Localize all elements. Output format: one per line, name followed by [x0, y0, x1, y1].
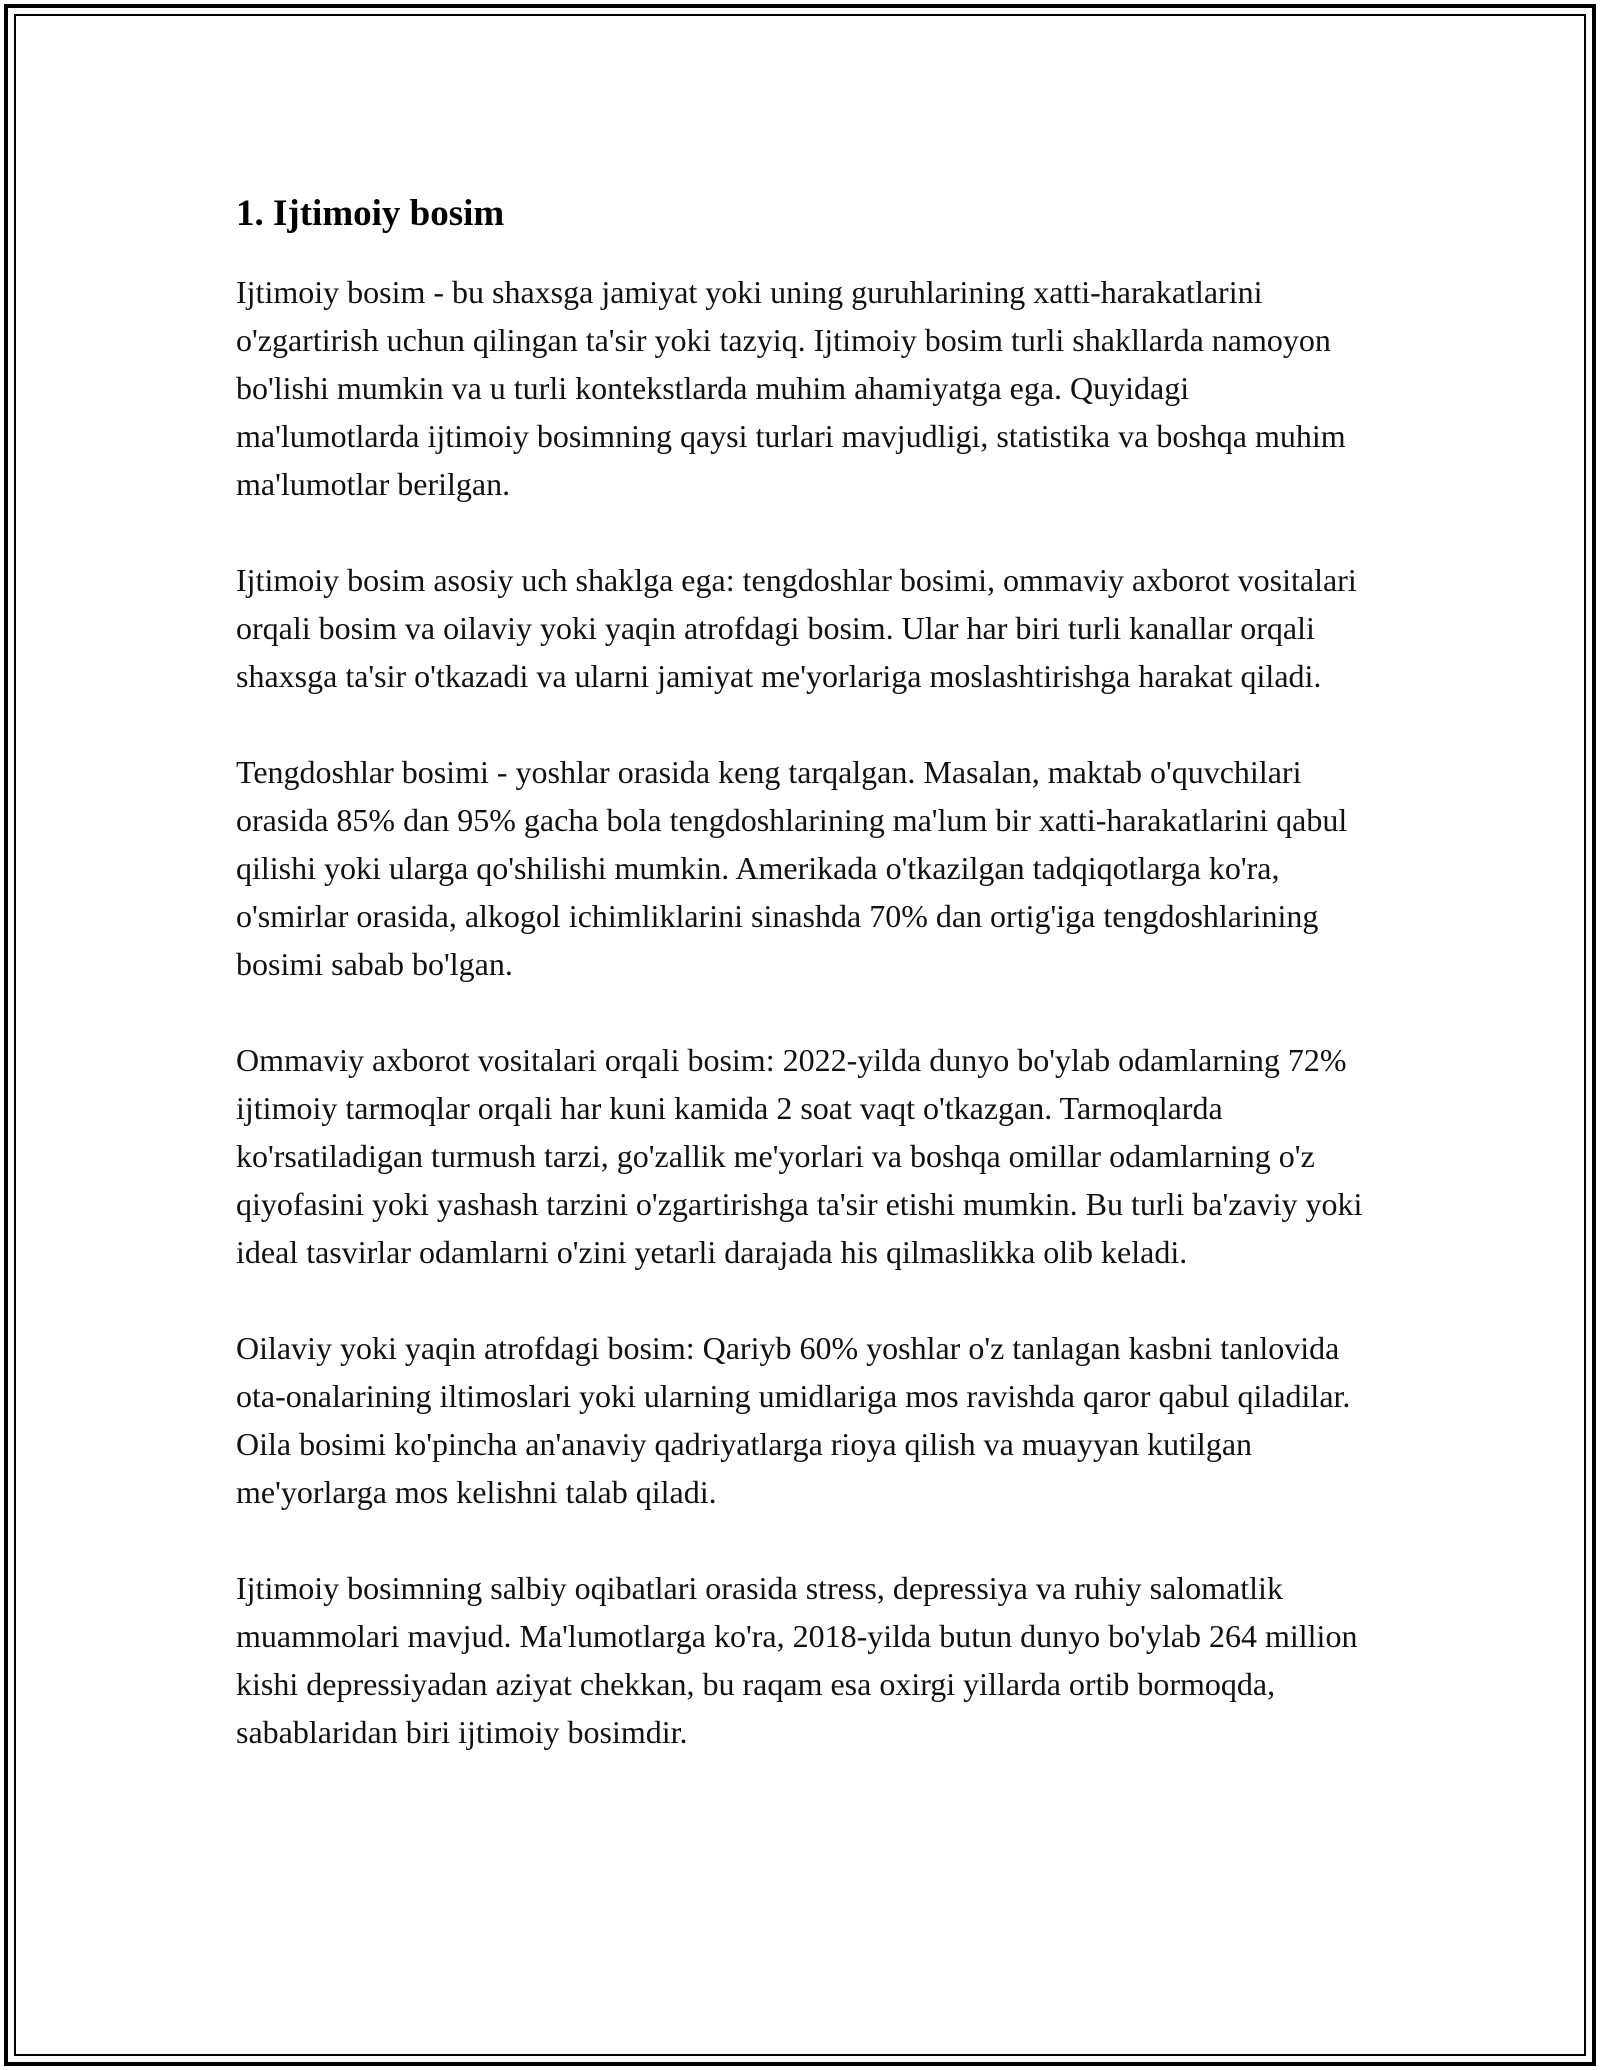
paragraph-peer-pressure: Tengdoshlar bosimi - yoshlar orasida keng tarqalgan. Masalan, maktab o'quvchilari orasida 85% dan 95% gacha bola tengdoshlarining ma'lum bir xatti-harakatlarini qabul qilishi yoki ularga qo'shilishi mumkin. Amerikada o'tkazilgan tadqiqotlarga ko'ra, o'smirlar orasida, alkogol ichimliklarini sinashda 70% dan ortig'iga tengdoshlarining bosimi sabab bo'lgan.: [236, 754, 1348, 982]
paragraph-forms: Ijtimoiy bosim asosiy uch shaklga ega: tengdoshlar bosimi, ommaviy axborot vositalari orqali bosim va oilaviy yoki yaqin atrofdagi bosim. Ular har biri turli kanallar orqali shaxsga ta'sir o'tkazadi va ularni jamiyat me'yorlariga moslashtirishga harakat qiladi.: [236, 562, 1357, 694]
paragraph-intro: Ijtimoiy bosim - bu shaxsga jamiyat yoki uning guruhlarining xatti-harakatlarini o'zgartirish uchun qilingan ta'sir yoki tazyiq. Ijtimoiy bosim turli shakllarda namoyon bo'lishi mumkin va u turli kontekstlarda muhim ahamiyatga ega. Quyidagi ma'lumotlarda ijtimoiy bosimning qaysi turlari mavjudligi, statistika va boshqa muhim ma'lumotlar berilgan.: [236, 274, 1346, 502]
paragraph-consequences: Ijtimoiy bosimning salbiy oqibatlari orasida stress, depressiya va ruhiy salomatlik muammolari mavjud. Ma'lumotlarga ko'ra, 2018-yilda butun dunyo bo'ylab 264 million kishi depressiyadan aziyat chekkan, bu raqam esa oxirgi yillarda ortib bormoqda, sabablaridan biri ijtimoiy bosimdir.: [236, 1570, 1358, 1750]
document-body: [236, 186, 1376, 1756]
paragraph-family-pressure: Oilaviy yoki yaqin atrofdagi bosim: Qariyb 60% yoshlar o'z tanlagan kasbni tanlovida ota-onalarining iltimoslari yoki ularning umidlariga mos ravishda qaror qabul qiladilar. Oila bosimi ko'pincha an'anaviy qadriyatlarga rioya qilish va muayyan kutilgan me'yorlarga mos kelishni talab qiladi.: [236, 1330, 1351, 1510]
paragraph-media-pressure: Ommaviy axborot vositalari orqali bosim: 2022-yilda dunyo bo'ylab odamlarning 72% ijtimoiy tarmoqlar orqali har kuni kamida 2 soat vaqt o'tkazgan. Tarmoqlarda ko'rsatiladigan turmush tarzi, go'zallik me'yorlari va boshqa omillar odamlarning o'z qiyofasini yoki yashash tarzini o'zgartirishga ta'sir etishi mumkin. Bu turli ba'zaviy yoki ideal tasvirlar odamlarni o'zini yetarli darajada his qilmaslikka olib keladi.: [236, 1042, 1363, 1270]
section-heading: 1. Ijtimoiy bosim: [236, 193, 505, 234]
